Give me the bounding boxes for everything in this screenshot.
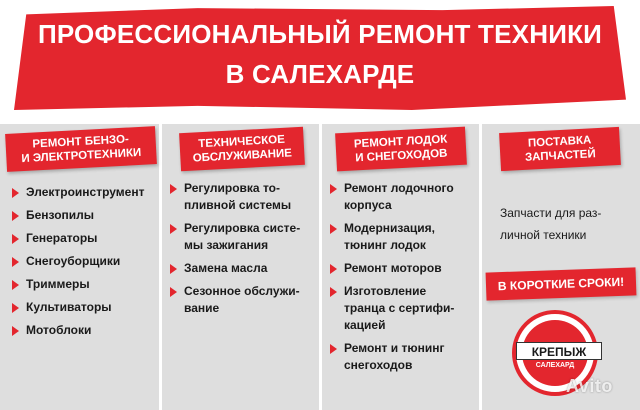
- triangle-bullet-icon: [170, 184, 177, 194]
- triangle-bullet-icon: [12, 303, 19, 313]
- triangle-bullet-icon: [12, 257, 19, 267]
- triangle-bullet-icon: [170, 224, 177, 234]
- panel-header: [179, 127, 305, 171]
- parts-description: Запчасти для раз- личной техники: [500, 206, 602, 242]
- list-item: [328, 180, 480, 214]
- panel-header-line: ТЕХНИЧЕСКОЕ: [198, 133, 286, 151]
- panel-header-line: И СНЕГОХОДОВ: [354, 147, 448, 165]
- page-title: [20, 14, 620, 94]
- list-item-label: Электроинструмент: [26, 185, 145, 199]
- triangle-bullet-icon: [170, 264, 177, 274]
- list-item: [10, 299, 160, 316]
- service-list: [10, 184, 160, 345]
- list-item-label: Изготовление транца с сертифи- кацией: [344, 284, 455, 332]
- list-item: [10, 230, 160, 247]
- triangle-bullet-icon: [330, 264, 337, 274]
- list-item: [10, 184, 160, 201]
- list-item-label: Генераторы: [26, 231, 98, 245]
- panel-header: [5, 126, 157, 172]
- list-item: [328, 220, 480, 254]
- triangle-bullet-icon: [12, 280, 19, 290]
- list-item-label: Ремонт и тюнинг снегоходов: [344, 341, 445, 372]
- list-item-label: Регулировка то- пливной системы: [184, 181, 292, 212]
- list-item: [168, 220, 318, 254]
- panel-header-line: ПОСТАВКА: [527, 134, 592, 150]
- list-item: [328, 260, 480, 277]
- panel-header-line: ЗАПЧАСТЕЙ: [524, 148, 596, 164]
- logo-city: САЛЕХАРД: [535, 362, 575, 369]
- list-item-label: Мотоблоки: [26, 323, 92, 337]
- triangle-bullet-icon: [330, 287, 337, 297]
- panel-header: [335, 127, 467, 172]
- triangle-bullet-icon: [330, 184, 337, 194]
- list-item: [10, 207, 160, 224]
- list-item: [328, 340, 480, 374]
- list-item: [10, 322, 160, 339]
- panel-header: [499, 127, 621, 171]
- list-item-label: Бензопилы: [26, 208, 95, 222]
- list-item: [168, 283, 318, 317]
- list-item-label: Культиваторы: [26, 300, 112, 314]
- list-item: [328, 283, 480, 334]
- list-item-label: Модернизация, тюнинг лодок: [344, 221, 435, 252]
- panel-header-line: РЕМОНТ ЛОДОК: [353, 133, 448, 151]
- list-item: [168, 180, 318, 214]
- list-item-label: Триммеры: [26, 277, 90, 291]
- triangle-bullet-icon: [330, 344, 337, 354]
- triangle-bullet-icon: [12, 211, 19, 221]
- triangle-bullet-icon: [170, 287, 177, 297]
- list-item-label: Ремонт моторов: [344, 261, 442, 275]
- list-item-label: Сезонное обслужи- вание: [184, 284, 300, 315]
- list-item: [10, 253, 160, 270]
- service-panel-maintenance: [162, 124, 319, 410]
- triangle-bullet-icon: [12, 234, 19, 244]
- list-item: [10, 276, 160, 293]
- triangle-bullet-icon: [330, 224, 337, 234]
- deadline-badge: В КОРОТКИЕ СРОКИ!: [486, 267, 637, 300]
- title-line-2: В САЛЕХАРДЕ: [225, 59, 415, 89]
- triangle-bullet-icon: [12, 326, 19, 336]
- service-panel-electro: [0, 124, 159, 410]
- logo-brand: КРЕПЫЖ: [516, 342, 602, 360]
- avito-watermark: Avito: [566, 376, 613, 396]
- panel-header-line: РЕМОНТ БЕНЗО-: [32, 133, 130, 151]
- panel-header-line: И ЭЛЕКТРОТЕХНИКИ: [21, 146, 142, 166]
- list-item-label: Снегоуборщики: [26, 254, 121, 268]
- service-panel-boats: [322, 124, 479, 410]
- service-list: [328, 180, 480, 380]
- panel-header-line: ОБСЛУЖИВАНИЕ: [192, 147, 293, 165]
- service-list: [168, 180, 318, 323]
- title-line-1: ПРОФЕССИОНАЛЬНЫЙ РЕМОНТ ТЕХНИКИ: [37, 19, 603, 49]
- list-item: [168, 260, 318, 277]
- list-item-label: Регулировка систе- мы зажигания: [184, 221, 301, 252]
- list-item-label: Ремонт лодочного корпуса: [344, 181, 454, 212]
- list-item-label: Замена масла: [184, 261, 268, 275]
- triangle-bullet-icon: [12, 188, 19, 198]
